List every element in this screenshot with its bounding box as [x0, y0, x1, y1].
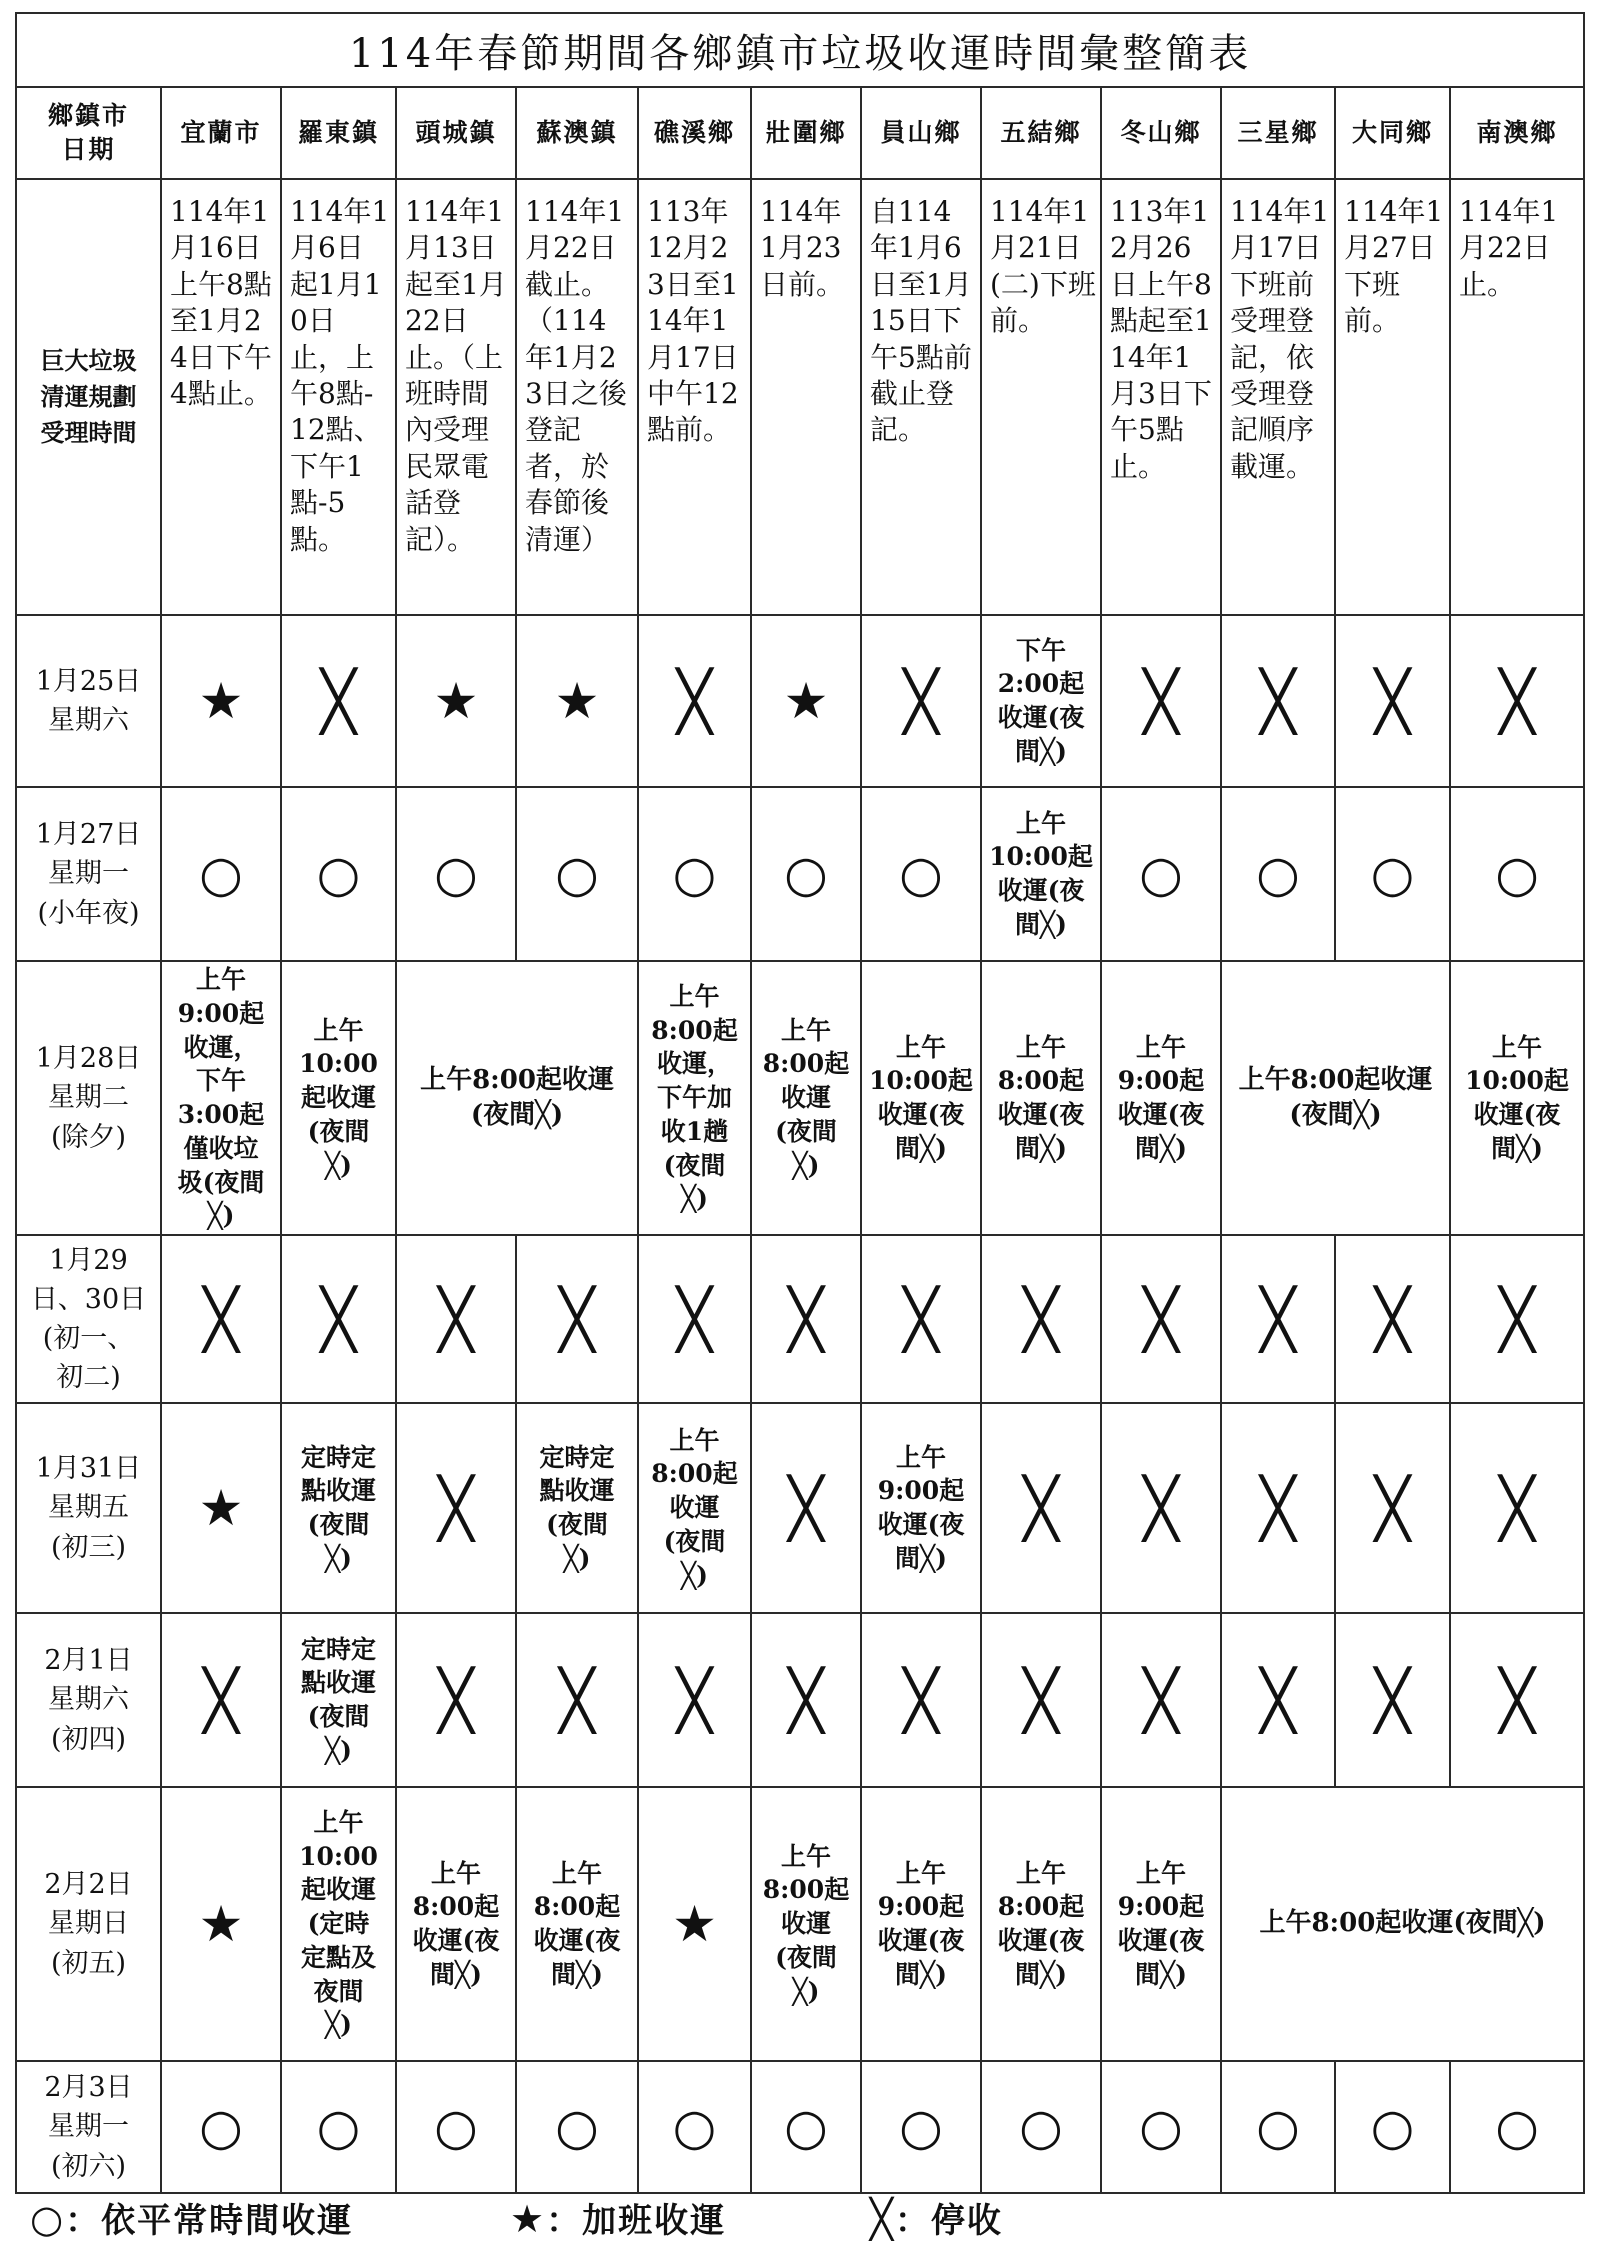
- schedule-note: 上午 8:00起 收運 (夜間 ╳): [638, 1403, 751, 1613]
- schedule-row: [16, 1613, 1584, 1787]
- circle-icon: ○: [1221, 787, 1335, 961]
- star-icon: ★: [638, 1787, 751, 2061]
- circle-icon: ○: [161, 787, 281, 961]
- registration-label: 巨大垃圾 清運規劃 受理時間: [16, 179, 161, 615]
- circle-icon: ○: [1101, 787, 1221, 961]
- circle-icon: ○: [751, 787, 861, 961]
- cross-icon: ╳: [751, 1613, 861, 1787]
- schedule-row: [16, 615, 1584, 787]
- cross-icon: ╳: [981, 1613, 1101, 1787]
- cross-icon: ╳: [1450, 1235, 1584, 1403]
- schedule-note: 下午 2:00起 收運(夜 間╳): [981, 615, 1101, 787]
- town-header: 大同鄉: [1335, 87, 1450, 179]
- schedule-note: 上午 10:00起 收運(夜 間╳): [981, 787, 1101, 961]
- circle-icon: ○: [281, 2061, 396, 2193]
- schedule-note: 定時定 點收運 (夜間 ╳): [281, 1613, 396, 1787]
- schedule-note: 上午 8:00起 收運(夜 間╳): [396, 1787, 516, 2061]
- schedule-note: 上午 8:00起 收運， 下午加 收1趟 (夜間 ╳): [638, 961, 751, 1235]
- registration-cell: 自114年1月6日至1月15日下午5點前截止登記。: [861, 179, 981, 615]
- cross-icon: ╳: [751, 1235, 861, 1403]
- circle-icon: ○: [516, 2061, 638, 2193]
- schedule-note: 上午 8:00起 收運 (夜間 ╳): [751, 961, 861, 1235]
- schedule-note: 上午8:00起收運 (夜間╳): [396, 961, 638, 1235]
- cross-icon: ╳: [1101, 615, 1221, 787]
- cross-icon: ╳: [1101, 1235, 1221, 1403]
- circle-icon: ○: [281, 787, 396, 961]
- registration-row: [16, 179, 1584, 615]
- circle-icon: ○: [861, 787, 981, 961]
- cross-icon: ╳: [281, 615, 396, 787]
- circle-icon: ○: [751, 2061, 861, 2193]
- cross-icon: ╳: [1335, 1613, 1450, 1787]
- schedule-note: 上午8:00起收運 (夜間╳): [1221, 961, 1450, 1235]
- cross-icon: ╳: [516, 1235, 638, 1403]
- legend-item-suspended: [870, 2193, 1003, 2242]
- date-cell: 1月28日 星期二 (除夕): [16, 961, 161, 1235]
- schedule-sheet: [15, 12, 1583, 2194]
- registration-cell: 114年1月22日止。: [1450, 179, 1584, 615]
- circle-icon: ○: [638, 787, 751, 961]
- circle-icon: ○: [1450, 787, 1584, 961]
- schedule-row: [16, 787, 1584, 961]
- schedule-row: [16, 1235, 1584, 1403]
- registration-cell: 113年12月26日上午8點起至114年1月3日下午5點止。: [1101, 179, 1221, 615]
- date-cell: 2月3日 星期一 (初六): [16, 2061, 161, 2193]
- circle-icon: ○: [396, 2061, 516, 2193]
- star-icon: ★: [516, 615, 638, 787]
- town-header: 三星鄉: [1221, 87, 1335, 179]
- schedule-note: 上午 8:00起 收運(夜 間╳): [981, 1787, 1101, 2061]
- star-icon: ★: [751, 615, 861, 787]
- schedule-note: 定時定 點收運 (夜間 ╳): [281, 1403, 396, 1613]
- cross-icon: ╳: [396, 1403, 516, 1613]
- town-header: 羅東鎮: [281, 87, 396, 179]
- cross-icon: ╳: [1450, 615, 1584, 787]
- date-cell: 1月25日 星期六: [16, 615, 161, 787]
- cross-icon: ╳: [870, 2197, 895, 2241]
- cross-icon: ╳: [396, 1613, 516, 1787]
- schedule-note: 上午 10:00 起收運 (夜間 ╳): [281, 961, 396, 1235]
- cross-icon: ╳: [751, 1403, 861, 1613]
- cross-icon: ╳: [1335, 1235, 1450, 1403]
- star-icon: ★: [510, 2197, 547, 2241]
- schedule-row: [16, 1403, 1584, 1613]
- town-header: 五結鄉: [981, 87, 1101, 179]
- legend-item-overtime: [510, 2193, 726, 2242]
- schedule-table: [15, 12, 1585, 2194]
- schedule-note: 上午 10:00 起收運 (定時 定點及 夜間 ╳): [281, 1787, 396, 2061]
- star-icon: ★: [161, 1403, 281, 1613]
- cross-icon: ╳: [1221, 1613, 1335, 1787]
- cross-icon: ╳: [516, 1613, 638, 1787]
- registration-cell: 114年1月22日截止。（114年1月23日之後登記者，於春節後清運）: [516, 179, 638, 615]
- cross-icon: ╳: [638, 1235, 751, 1403]
- page-title: 114年春節期間各鄉鎮市垃圾收運時間彙整簡表: [16, 13, 1584, 87]
- star-icon: ★: [396, 615, 516, 787]
- circle-icon: ○: [1335, 2061, 1450, 2193]
- legend-item-regular: [30, 2193, 353, 2242]
- date-cell: 2月2日 星期日 (初五): [16, 1787, 161, 2061]
- schedule-row: [16, 2061, 1584, 2193]
- date-cell: 1月29 日、30日 (初一、 初二): [16, 1235, 161, 1403]
- town-header: 南澳鄉: [1450, 87, 1584, 179]
- schedule-note: 上午 9:00起 收運(夜 間╳): [861, 1787, 981, 2061]
- cross-icon: ╳: [281, 1235, 396, 1403]
- star-icon: ★: [161, 615, 281, 787]
- schedule-note: 上午 9:00起 收運(夜 間╳): [1101, 1787, 1221, 2061]
- legend-label: ：加班收運: [546, 2201, 727, 2241]
- registration-cell: 114年1月27日下班前。: [1335, 179, 1450, 615]
- legend: [20, 2193, 1580, 2243]
- cross-icon: ╳: [1335, 1403, 1450, 1613]
- registration-cell: 114年1月13日起至1月22日止。（上班時間內受理民眾電話登記）。: [396, 179, 516, 615]
- circle-icon: ○: [516, 787, 638, 961]
- town-header: 壯圍鄉: [751, 87, 861, 179]
- schedule-row: [16, 1787, 1584, 2061]
- circle-icon: ○: [638, 2061, 751, 2193]
- circle-icon: ○: [30, 2197, 66, 2241]
- legend-label: ：依平常時間收運: [65, 2201, 354, 2241]
- circle-icon: ○: [861, 2061, 981, 2193]
- circle-icon: ○: [1221, 2061, 1335, 2193]
- registration-cell: 114年1月6日起1月10日止，上午8點-12點、下午1點-5點。: [281, 179, 396, 615]
- circle-icon: ○: [1450, 2061, 1584, 2193]
- circle-icon: ○: [981, 2061, 1101, 2193]
- schedule-note: 上午 9:00起 收運(夜 間╳): [861, 1403, 981, 1613]
- date-cell: 1月27日 星期一 (小年夜): [16, 787, 161, 961]
- cross-icon: ╳: [1450, 1613, 1584, 1787]
- town-header: 員山鄉: [861, 87, 981, 179]
- circle-icon: ○: [161, 2061, 281, 2193]
- registration-cell: 114年1月16日上午8點至1月24日下午4點止。: [161, 179, 281, 615]
- cross-icon: ╳: [161, 1235, 281, 1403]
- legend-label: ：停收: [894, 2201, 1003, 2241]
- town-header: 頭城鎮: [396, 87, 516, 179]
- schedule-note: 上午 10:00起 收運(夜 間╳): [861, 961, 981, 1235]
- cross-icon: ╳: [861, 1235, 981, 1403]
- town-header: 礁溪鄉: [638, 87, 751, 179]
- circle-icon: ○: [1335, 787, 1450, 961]
- circle-icon: ○: [1101, 2061, 1221, 2193]
- schedule-note: 上午8:00起收運(夜間╳): [1221, 1787, 1584, 2061]
- cross-icon: ╳: [1101, 1613, 1221, 1787]
- corner-header: 鄉鎮市 日期: [16, 87, 161, 179]
- date-cell: 2月1日 星期六 (初四): [16, 1613, 161, 1787]
- cross-icon: ╳: [1335, 615, 1450, 787]
- town-header: 冬山鄉: [1101, 87, 1221, 179]
- cross-icon: ╳: [1221, 615, 1335, 787]
- circle-icon: ○: [396, 787, 516, 961]
- schedule-row: [16, 961, 1584, 1235]
- cross-icon: ╳: [861, 615, 981, 787]
- cross-icon: ╳: [638, 615, 751, 787]
- schedule-note: 定時定 點收運 (夜間 ╳): [516, 1403, 638, 1613]
- registration-cell: 113年12月23日至114年1月17日中午12點前。: [638, 179, 751, 615]
- registration-cell: 114年1月23日前。: [751, 179, 861, 615]
- town-header: 蘇澳鎮: [516, 87, 638, 179]
- date-cell: 1月31日 星期五 (初三): [16, 1403, 161, 1613]
- registration-cell: 114年1月17日下班前受理登記，依受理登記順序載運。: [1221, 179, 1335, 615]
- header-row: [16, 87, 1584, 179]
- schedule-note: 上午 8:00起 收運(夜 間╳): [981, 961, 1101, 1235]
- schedule-note: 上午 9:00起 收運， 下午 3:00起 僅收垃 圾(夜間 ╳): [161, 961, 281, 1235]
- cross-icon: ╳: [861, 1613, 981, 1787]
- schedule-note: 上午 9:00起 收運(夜 間╳): [1101, 961, 1221, 1235]
- cross-icon: ╳: [981, 1235, 1101, 1403]
- star-icon: ★: [161, 1787, 281, 2061]
- cross-icon: ╳: [981, 1403, 1101, 1613]
- cross-icon: ╳: [1221, 1403, 1335, 1613]
- cross-icon: ╳: [161, 1613, 281, 1787]
- cross-icon: ╳: [638, 1613, 751, 1787]
- registration-cell: 114年1月21日(二)下班前。: [981, 179, 1101, 615]
- cross-icon: ╳: [1450, 1403, 1584, 1613]
- cross-icon: ╳: [1221, 1235, 1335, 1403]
- schedule-note: 上午 8:00起 收運 (夜間 ╳): [751, 1787, 861, 2061]
- cross-icon: ╳: [1101, 1403, 1221, 1613]
- town-header: 宜蘭市: [161, 87, 281, 179]
- cross-icon: ╳: [396, 1235, 516, 1403]
- schedule-note: 上午 10:00起 收運(夜 間╳): [1450, 961, 1584, 1235]
- schedule-note: 上午 8:00起 收運(夜 間╳): [516, 1787, 638, 2061]
